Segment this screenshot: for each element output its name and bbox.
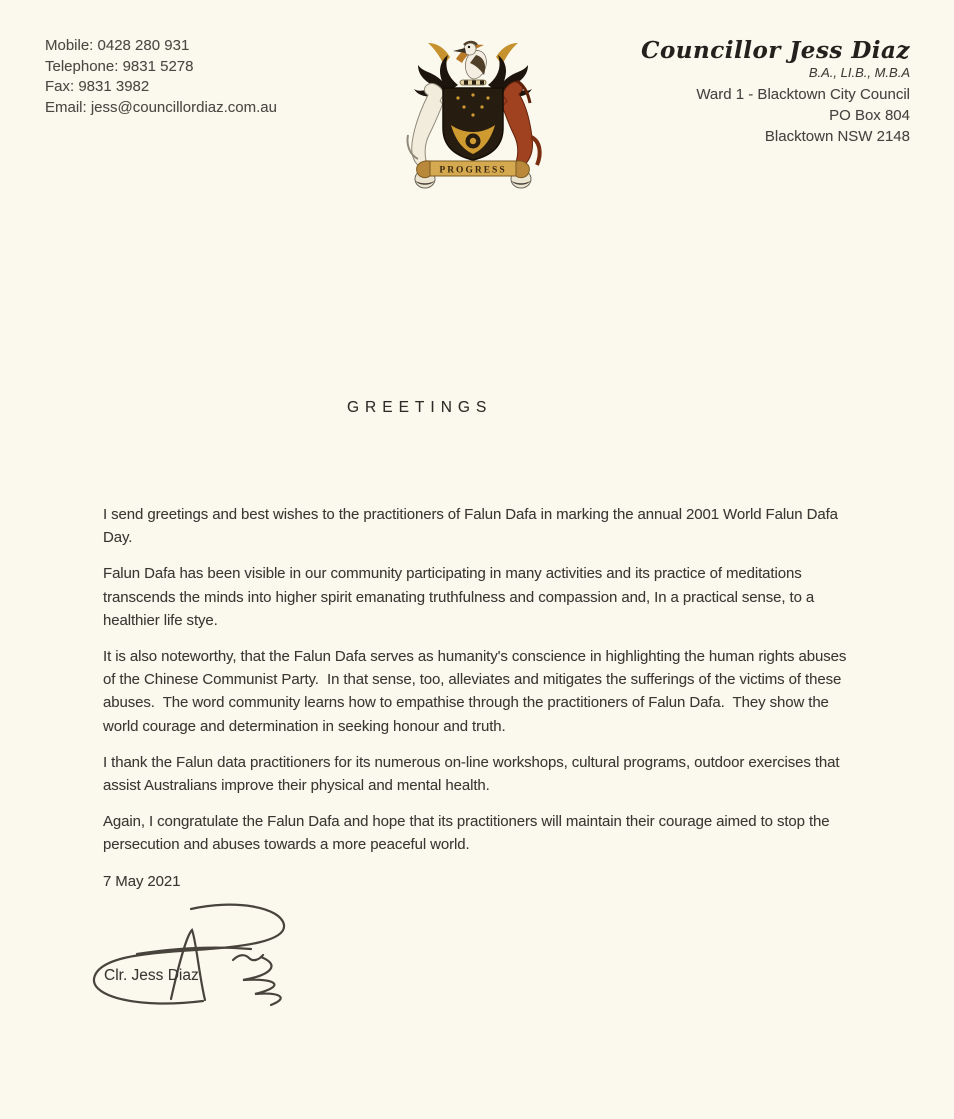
official-name: Councillor Jess Diaz (641, 37, 910, 64)
official-block (641, 38, 910, 147)
official-ward: Ward 1 - Blacktown City Council (696, 86, 910, 103)
official-credentials: B.A., LI.B., M.B.A (808, 65, 910, 80)
letter-body (103, 503, 855, 906)
paragraph-4: I thank the Falun data practitioners for its numerous on-line workshops, cultural programs, outdoor exercises that assist Australians improve their physical and mental health. (103, 753, 844, 795)
contact-email: Email: jess@councillordiaz.com.au (45, 98, 277, 116)
official-city: Blacktown NSW 2148 (764, 128, 910, 145)
council-crest-icon (398, 33, 548, 193)
torse (460, 80, 486, 85)
motto-banner (417, 161, 530, 178)
paragraph-3: It is also noteworthy, that the Falun Dafa serves as humanity's conscience in highlighting the human rights abuses of the Chinese Communist Party. In that sense, too, alleviates and mitigates the sufferings of the victims of these abuses. The word community learns how to empathise through the practitioners of Falun Dafa. They show the world courage and determination in seeking honour and truth. (103, 648, 851, 735)
salutation: GREETINGS (347, 399, 493, 416)
contact-block (45, 36, 277, 118)
contact-mobile: Mobile: 0428 280 931 (45, 37, 190, 54)
signature-name: Clr. Jess Diaz (104, 967, 199, 984)
paragraph-2: Falun Dafa has been visible in our community participating in many activities and its practice of meditations transcends the minds into higher spirit emanating truthfulness and compassion and, In a practical sense, to a healthier life stye. (103, 565, 819, 629)
contact-fax: Fax: 9831 3982 (45, 78, 150, 95)
paragraph-1: I send greetings and best wishes to the practitioners of Falun Dafa in marking the annual 2001 World Falun Dafa Day. (103, 506, 842, 547)
kookaburra-icon (453, 42, 486, 79)
paragraph-5: Again, I congratulate the Falun Dafa and hope that its practitioners will maintain their courage aimed to stop the persecution and abuses towards a more peaceful world. (103, 813, 834, 854)
official-po-box: PO Box 804 (829, 107, 910, 124)
crest-motto: PROGRESS (439, 165, 507, 176)
contact-telephone: Telephone: 9831 5278 (45, 57, 194, 75)
date-line: 7 May 2021 (103, 872, 181, 890)
shield (443, 88, 503, 160)
signature-scrawl (85, 897, 305, 1015)
